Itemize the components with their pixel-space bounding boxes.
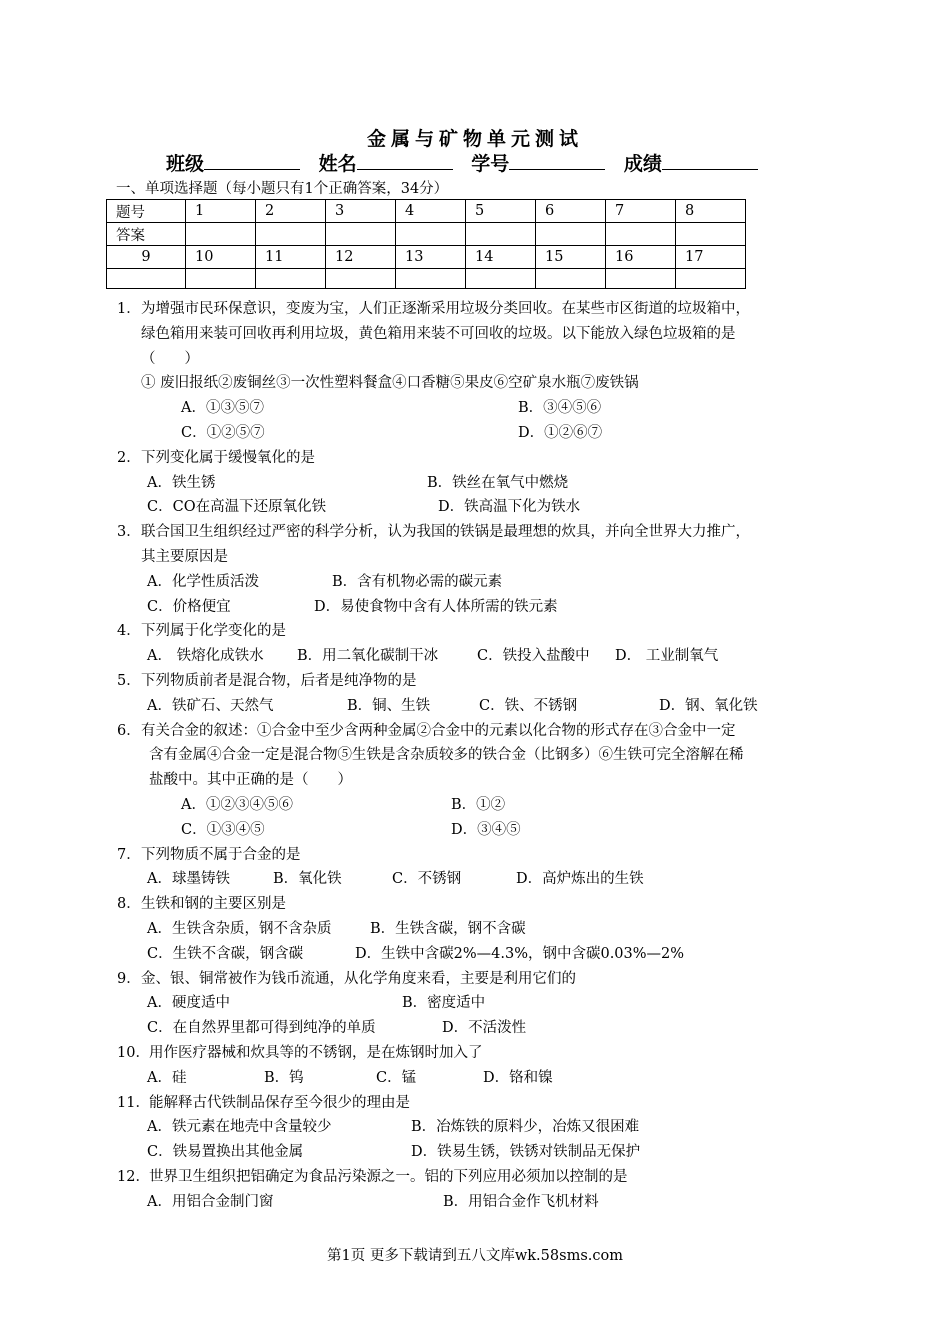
question-2 — [117, 446, 847, 520]
page-title: 金属与矿物单元测试 — [366, 128, 583, 150]
name-field — [319, 149, 453, 176]
option-c[interactable]: C．价格便宜 — [147, 598, 231, 615]
option-d[interactable]: D．高炉炼出的生铁 — [516, 871, 644, 888]
question-text: 能解释古代铁制品保存至今很少的理由是 — [149, 1094, 410, 1111]
question-number: 5． — [117, 672, 141, 689]
option-d[interactable]: D．生铁中含碳2%—4.3%，钢中含碳0.03%—2% — [355, 945, 685, 962]
answer-cell[interactable] — [466, 223, 536, 246]
question-number: 3． — [117, 524, 141, 541]
question-number: 12． — [117, 1168, 150, 1185]
option-a[interactable]: A．①③⑤⑦ — [181, 400, 264, 417]
question-text: 盐酸中。其中正确的是（ ） — [149, 772, 352, 789]
table-cell: 答案 — [107, 223, 186, 246]
student-id-blank — [509, 151, 605, 170]
class-field — [166, 149, 300, 176]
question-11 — [117, 1091, 847, 1116]
question-number: 1． — [117, 301, 141, 317]
question-number: 2． — [117, 449, 141, 466]
table-cell: 6 — [536, 200, 606, 223]
question-number-row-2 — [107, 246, 746, 269]
question-text: 金、银、铜常被作为钱币流通，从化学角度来看，主要是利用它们的 — [141, 970, 576, 987]
option-a[interactable]: A． 铁熔化成铁水 — [147, 648, 264, 665]
question-text: 为增强市民环保意识，变废为宝，人们正逐渐采用垃圾分类回收。在某些市区街道的垃圾箱中， — [141, 301, 750, 317]
question-4 — [117, 619, 847, 669]
question-text: 下列物质不属于合金的是 — [141, 846, 301, 863]
question-7 — [117, 843, 847, 893]
name-blank — [357, 151, 453, 170]
option-c[interactable]: C．铁、不锈钢 — [479, 697, 578, 714]
question-text: 含有金属④合金一定是混合物⑤生铁是含杂质较多的铁合金（比钢多）⑥生铁可完全溶解在稀 — [149, 747, 744, 764]
table-cell: 7 — [606, 200, 676, 223]
option-b[interactable]: B．密度适中 — [402, 995, 486, 1012]
question-text: 其主要原因是 — [141, 548, 228, 565]
option-d[interactable]: D．不活泼性 — [442, 1020, 527, 1037]
option-b[interactable]: B．含有机物必需的碳元素 — [332, 573, 503, 590]
option-b[interactable]: B．钨 — [264, 1069, 304, 1086]
table-cell: 5 — [466, 200, 536, 223]
question-number: 8． — [117, 896, 141, 913]
option-b[interactable]: B．铁丝在氧气中燃烧 — [427, 474, 569, 491]
option-c[interactable]: C．铁投入盐酸中 — [477, 648, 590, 665]
question-text: 绿色箱用来装可回收再利用垃圾，黄色箱用来装不可回收的垃圾。以下能放入绿色垃圾箱的是 — [141, 325, 736, 342]
option-b[interactable]: B．铜、生铁 — [347, 697, 431, 714]
answer-cell[interactable] — [256, 223, 326, 246]
question-text: 有关合金的叙述：①合金中至少含两种金属②合金中的元素以化合物的形式存在③合金中一定 — [141, 722, 736, 739]
question-text: 生铁和钢的主要区别是 — [141, 896, 286, 913]
table-cell: 10 — [186, 246, 256, 269]
option-a[interactable]: A．用铝合金制门窗 — [147, 1193, 274, 1210]
question-text: 世界卫生组织把铝确定为食品污染源之一。铝的下列应用必须加以控制的是 — [149, 1168, 628, 1185]
table-cell: 13 — [396, 246, 466, 269]
question-number: 10． — [117, 1044, 150, 1061]
option-a[interactable]: A．球墨铸铁 — [147, 871, 230, 888]
option-c[interactable]: C．铁易置换出其他金属 — [147, 1144, 304, 1161]
option-a[interactable]: A．生铁含杂质，钢不含杂质 — [147, 920, 332, 937]
question-text: （ ） — [141, 350, 199, 367]
question-12 — [117, 1165, 847, 1190]
option-a[interactable]: A．硅 — [147, 1069, 187, 1086]
option-a[interactable]: A．铁元素在地壳中含量较少 — [147, 1119, 332, 1136]
class-label: 班级 — [166, 153, 205, 175]
answer-table — [106, 199, 746, 289]
option-c[interactable]: C．生铁不含碳，钢含碳 — [147, 945, 304, 962]
option-b[interactable]: B．氧化铁 — [273, 871, 342, 888]
answer-cell[interactable] — [396, 223, 466, 246]
question-number: 11． — [117, 1094, 150, 1111]
answer-cell[interactable] — [326, 223, 396, 246]
score-blank — [662, 151, 758, 170]
answer-cell[interactable] — [536, 223, 606, 246]
answer-cell[interactable] — [676, 269, 746, 289]
answer-cell[interactable] — [606, 223, 676, 246]
table-cell: 11 — [256, 246, 326, 269]
question-number-row-1 — [107, 200, 746, 223]
question-number: 4． — [117, 623, 141, 640]
question-3 — [117, 520, 847, 619]
option-d[interactable]: D．铁易生锈，铁锈对铁制品无保护 — [411, 1144, 641, 1161]
table-cell: 17 — [676, 246, 746, 269]
question-text: 下列属于化学变化的是 — [141, 623, 286, 640]
answer-cell[interactable] — [536, 269, 606, 289]
question-text: 联合国卫生组织经过严密的科学分析，认为我国的铁锅是最理想的炊具，并向全世界大力推广， — [141, 524, 750, 541]
answer-cell[interactable] — [186, 269, 256, 289]
question-text: 下列变化属于缓慢氧化的是 — [141, 449, 315, 466]
name-label: 姓名 — [318, 153, 357, 175]
option-a[interactable]: A．铁生锈 — [147, 474, 216, 491]
option-d[interactable]: D．钢、氧化铁 — [659, 697, 758, 714]
option-c[interactable]: C．CO在高温下还原氧化铁 — [147, 499, 327, 516]
student-id-field — [471, 149, 605, 176]
table-cell: 9 — [107, 246, 186, 269]
option-c[interactable]: C．锰 — [376, 1069, 417, 1086]
question-text: ① 废旧报纸②废铜丝③一次性塑料餐盒④口香糖⑤果皮⑥空矿泉水瓶⑦废铁锅 — [141, 375, 639, 392]
table-cell: 2 — [256, 200, 326, 223]
question-text: 下列物质前者是混合物，后者是纯净物的是 — [141, 672, 417, 689]
question-list — [117, 297, 847, 1214]
option-b[interactable]: B．①② — [451, 796, 506, 813]
class-blank — [204, 151, 300, 170]
section-heading: 一、单项选择题（每小题只有1个正确答案，34分） — [116, 181, 449, 197]
option-b[interactable]: B．冶炼铁的原料少，冶炼又很困难 — [411, 1119, 640, 1136]
option-d[interactable]: D． 工业制氧气 — [615, 648, 719, 665]
question-8 — [117, 892, 847, 966]
question-9 — [117, 967, 847, 1041]
option-b[interactable]: B．用二氧化碳制干冰 — [297, 648, 439, 665]
option-d[interactable]: D．铁高温下化为铁水 — [438, 499, 581, 516]
question-10 — [117, 1041, 847, 1066]
option-b[interactable]: B．生铁含碳，钢不含碳 — [370, 920, 526, 937]
answer-cell[interactable] — [606, 269, 676, 289]
student-id-label: 学号 — [471, 153, 510, 175]
question-number: 7． — [117, 846, 141, 863]
option-c[interactable]: C．①③④⑤ — [181, 821, 265, 838]
option-a[interactable]: A．铁矿石、天然气 — [147, 697, 274, 714]
table-cell: 16 — [606, 246, 676, 269]
answer-cell[interactable] — [186, 223, 256, 246]
answer-cell[interactable] — [396, 269, 466, 289]
table-cell: 题号 — [107, 200, 186, 223]
answer-row-1 — [107, 223, 746, 246]
option-d[interactable]: D．易使食物中含有人体所需的铁元素 — [314, 598, 558, 615]
page-footer: 第1页 更多下载请到五八文库wk.58sms.com — [327, 1248, 623, 1264]
option-a[interactable]: A．①②③④⑤⑥ — [181, 796, 293, 813]
option-a[interactable]: A．硬度适中 — [147, 995, 230, 1012]
score-label: 成绩 — [623, 153, 662, 175]
option-c[interactable]: C．①②⑤⑦ — [181, 424, 265, 441]
question-number: 6． — [117, 722, 141, 739]
question-text: 用作医疗器械和炊具等的不锈钢，是在炼钢时加入了 — [149, 1044, 483, 1061]
option-b[interactable]: B．③④⑤⑥ — [518, 400, 602, 417]
table-cell: 12 — [326, 246, 396, 269]
table-cell: 15 — [536, 246, 606, 269]
option-d[interactable]: D．铬和镍 — [483, 1069, 553, 1086]
answer-cell[interactable] — [326, 269, 396, 289]
table-cell: 8 — [676, 200, 746, 223]
option-d[interactable]: D．③④⑤ — [451, 821, 521, 838]
question-5 — [117, 669, 847, 719]
question-number: 9． — [117, 970, 141, 987]
answer-cell[interactable] — [107, 269, 186, 289]
table-cell: 1 — [186, 200, 256, 223]
student-info-line — [166, 149, 770, 176]
answer-row-2 — [107, 269, 746, 289]
score-field — [624, 149, 758, 176]
question-1 — [117, 297, 847, 446]
answer-cell[interactable] — [256, 269, 326, 289]
question-6 — [117, 719, 847, 843]
table-cell: 4 — [396, 200, 466, 223]
option-b[interactable]: B．用铝合金作飞机材料 — [443, 1193, 599, 1210]
option-c[interactable]: C．在自然界里都可得到纯净的单质 — [147, 1020, 376, 1037]
table-cell: 14 — [466, 246, 536, 269]
answer-cell[interactable] — [466, 269, 536, 289]
table-cell: 3 — [326, 200, 396, 223]
option-c[interactable]: C．不锈钢 — [392, 871, 462, 888]
option-d[interactable]: D．①②⑥⑦ — [518, 424, 603, 441]
answer-cell[interactable] — [676, 223, 746, 246]
option-a[interactable]: A．化学性质活泼 — [147, 573, 259, 590]
